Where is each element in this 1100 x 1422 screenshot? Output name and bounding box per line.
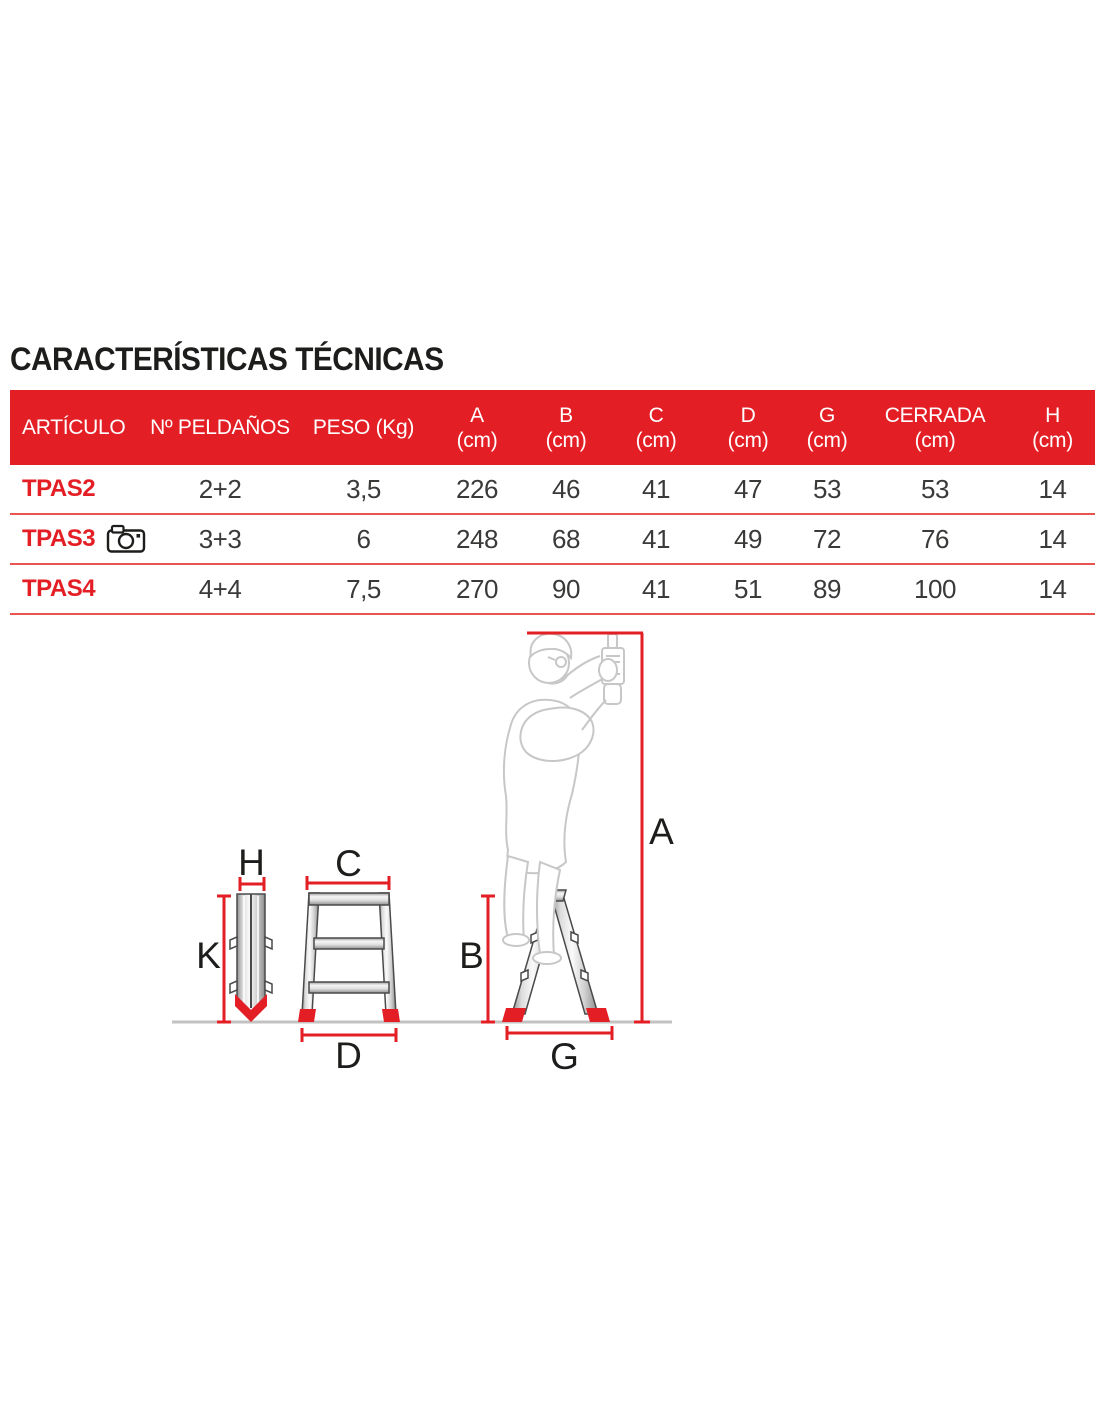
cell-cerrada: 100	[914, 573, 956, 604]
open-ladder-foot-right	[586, 1008, 610, 1022]
cell-steps: 2+2	[198, 473, 242, 504]
header-g: G (cm)	[806, 403, 848, 452]
header-peldanos: Nº PELDAÑOS	[150, 416, 290, 439]
camera-icon[interactable]	[106, 523, 146, 554]
svg-text:H: H	[238, 842, 264, 883]
dimension-d	[302, 1028, 396, 1076]
cell-steps: 4+4	[198, 573, 242, 604]
svg-text:K: K	[196, 935, 220, 976]
cell-b: 68	[552, 523, 580, 554]
table-row-tpas2	[10, 465, 1095, 515]
front-ladder-foot-right	[382, 1009, 400, 1022]
cell-a: 248	[456, 523, 498, 554]
cell-b: 90	[552, 573, 580, 604]
dimension-c	[307, 843, 389, 890]
header-b: B (cm)	[545, 403, 587, 452]
svg-text:B: B	[459, 935, 483, 976]
table-row-tpas4	[10, 565, 1095, 615]
svg-text:D: D	[335, 1035, 361, 1076]
cell-d: 49	[734, 523, 762, 554]
header-peso: PESO (Kg)	[312, 416, 415, 439]
page-title: CARACTERÍSTICAS TÉCNICAS	[10, 341, 444, 377]
cell-c: 41	[642, 573, 670, 604]
front-ladder-foot-left	[298, 1009, 316, 1022]
cell-cerrada: 53	[921, 473, 949, 504]
cell-h: 14	[1038, 473, 1067, 504]
ladder-dimension-diagram	[150, 618, 700, 1088]
cell-a: 226	[456, 473, 498, 504]
cell-c: 41	[642, 523, 670, 554]
article-code: TPAS4	[22, 575, 96, 602]
svg-text:C: C	[335, 843, 361, 884]
cell-c: 41	[642, 473, 670, 504]
table-row-tpas3	[10, 515, 1095, 565]
front-ladder-view	[298, 893, 400, 1022]
article-code: TPAS3	[10, 515, 145, 563]
cell-g: 89	[813, 573, 841, 604]
cell-weight: 7,5	[346, 573, 381, 604]
header-h: H (cm)	[1032, 403, 1073, 452]
cell-weight: 3,5	[346, 473, 381, 504]
closed-ladder-view	[230, 894, 272, 1022]
cell-d: 51	[734, 573, 762, 604]
header-d: D (cm)	[727, 403, 769, 452]
cell-h: 14	[1038, 523, 1067, 554]
cell-g: 72	[813, 523, 841, 554]
cell-steps: 3+3	[198, 523, 242, 554]
dimension-g	[507, 1026, 612, 1077]
dimension-k	[196, 896, 231, 1022]
open-ladder-foot-left	[502, 1008, 526, 1022]
cell-h: 14	[1038, 573, 1067, 604]
cell-cerrada: 76	[921, 523, 949, 554]
dimension-h	[238, 842, 264, 891]
cell-g: 53	[813, 473, 841, 504]
article-code: TPAS2	[22, 475, 96, 502]
svg-text:G: G	[550, 1036, 578, 1077]
svg-text:A: A	[649, 811, 673, 852]
header-cerrada: CERRADA (cm)	[884, 403, 986, 452]
table-header	[10, 390, 1095, 465]
header-c: C (cm)	[635, 403, 677, 452]
cell-weight: 6	[356, 523, 371, 554]
cell-b: 46	[552, 473, 580, 504]
cell-d: 47	[734, 473, 762, 504]
spec-table	[10, 390, 1095, 615]
cell-a: 270	[456, 573, 498, 604]
dimension-b	[459, 896, 495, 1022]
header-articulo: ARTÍCULO	[22, 416, 126, 439]
header-a: A (cm)	[456, 403, 498, 452]
